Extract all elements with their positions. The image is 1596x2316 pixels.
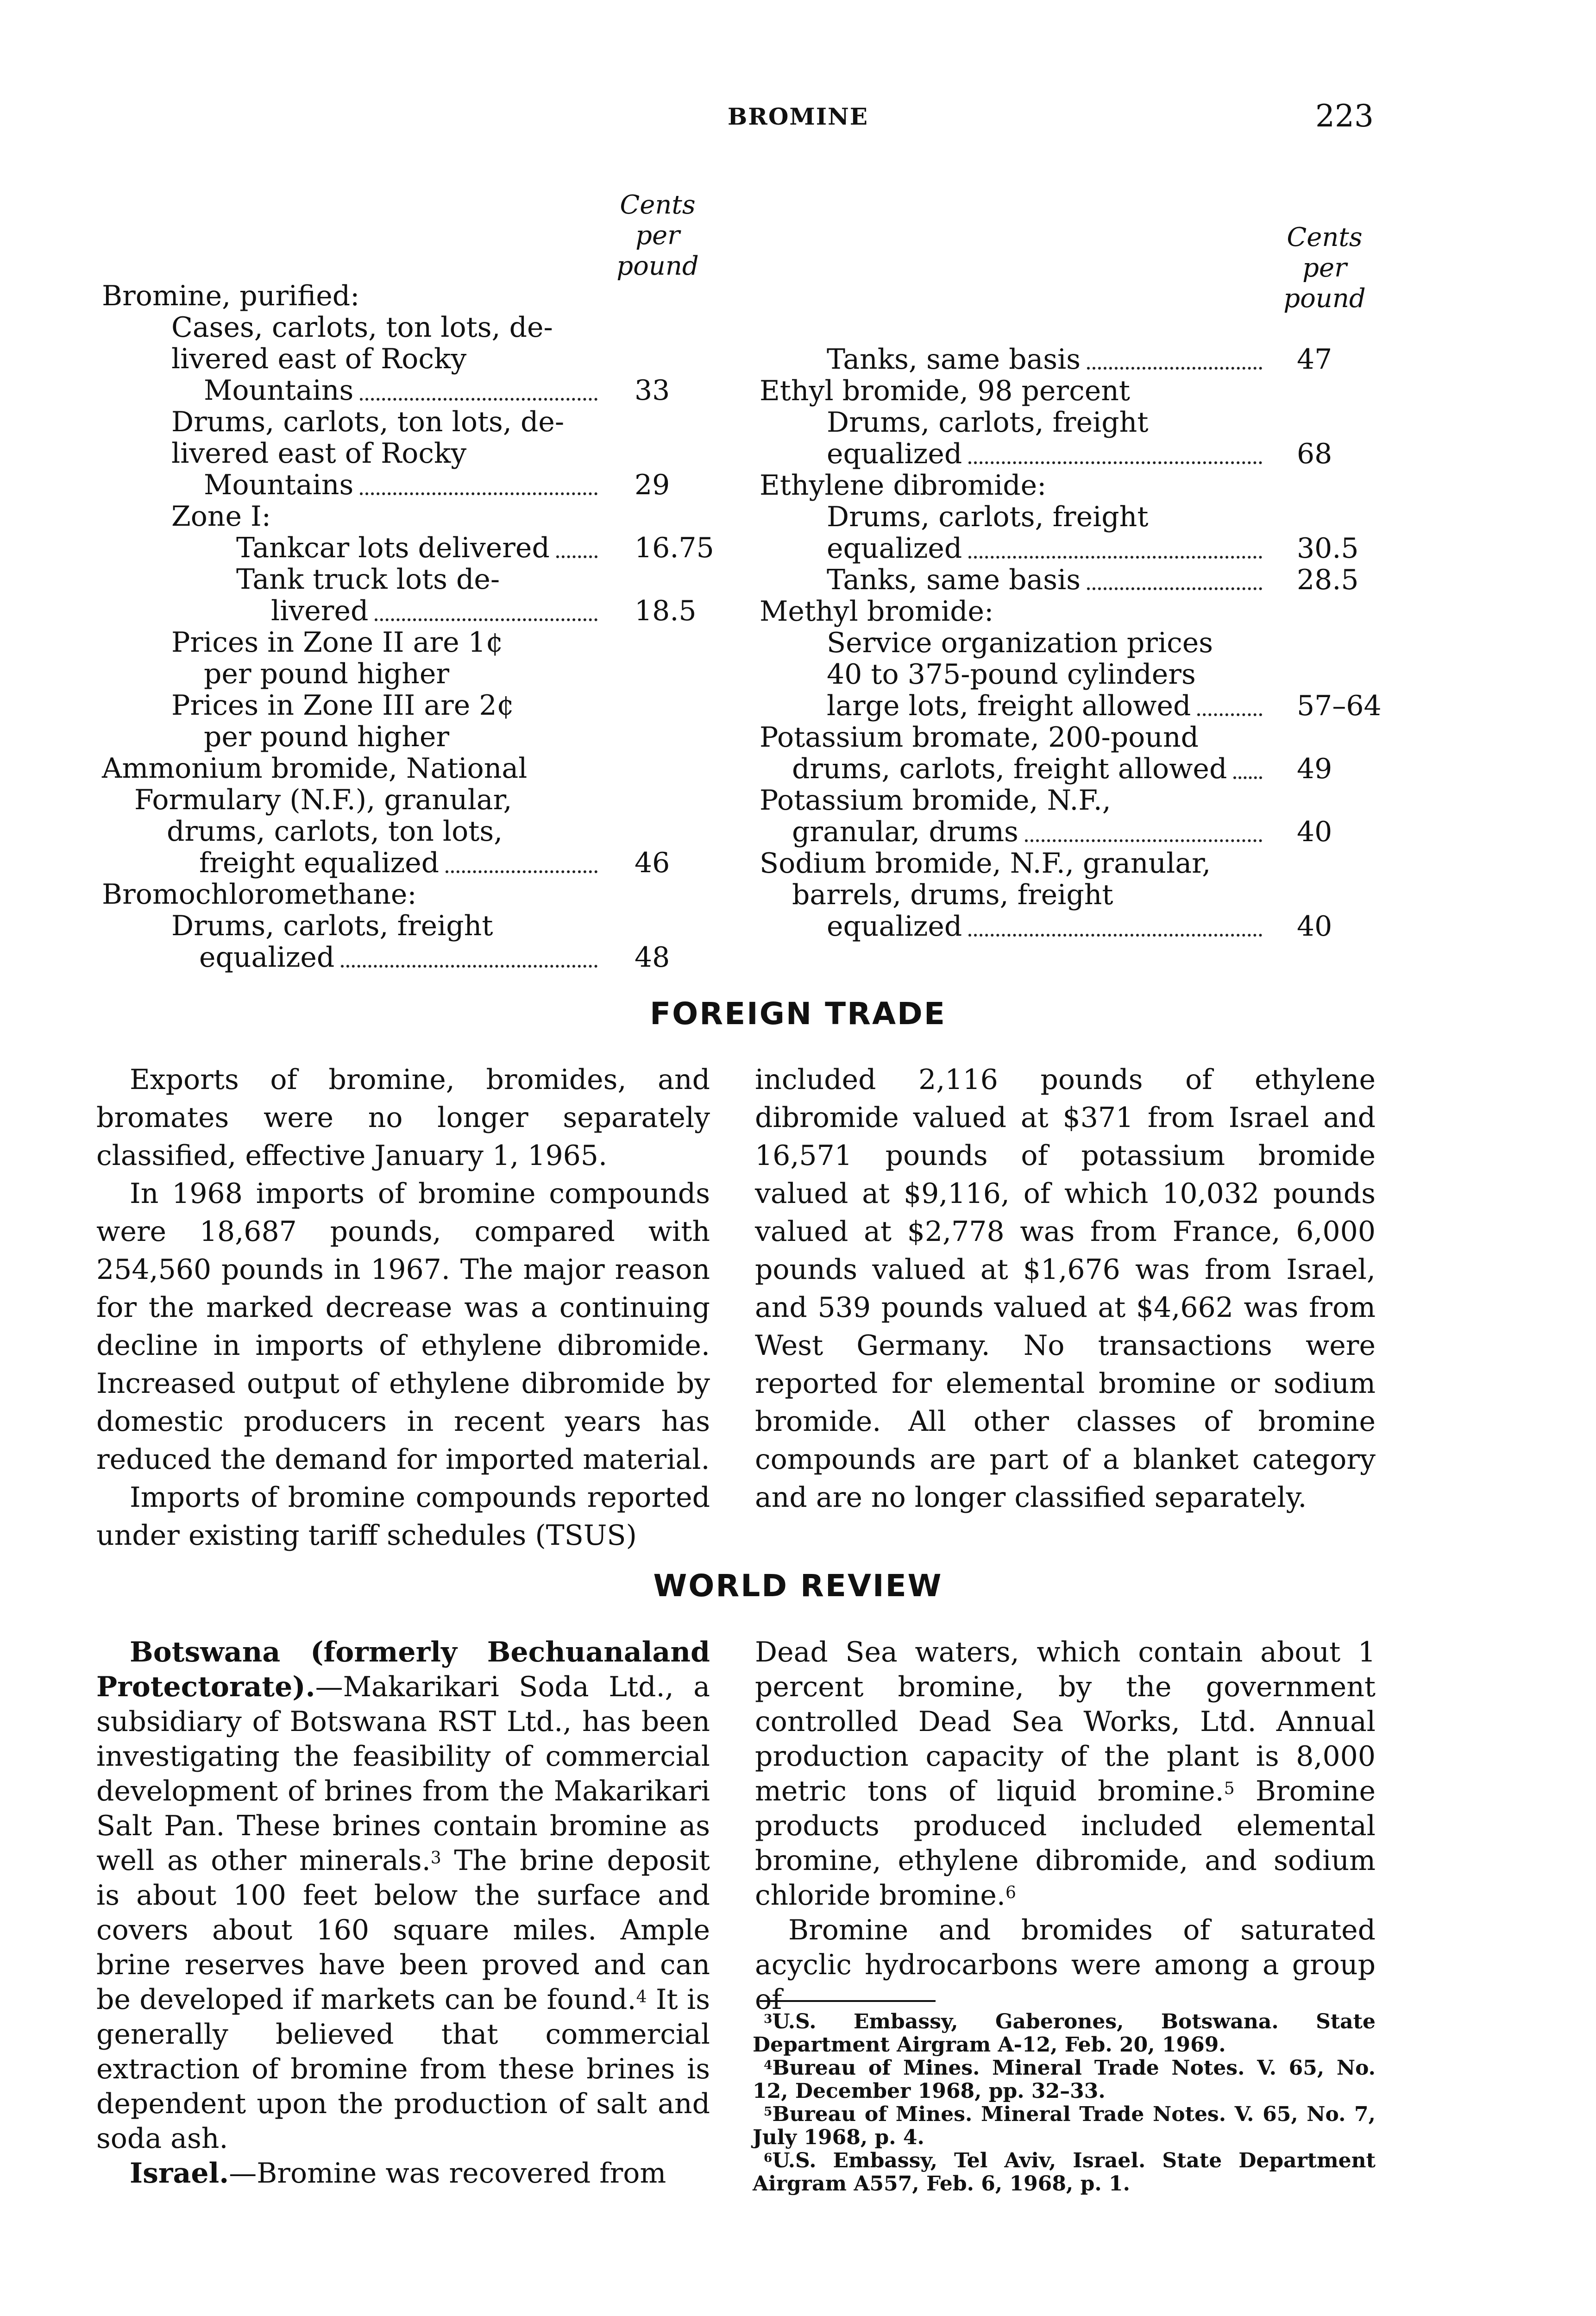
price-item-label: Drums, carlots, freight bbox=[827, 406, 1149, 439]
israel-paragraph-continued: Dead Sea waters, which contain about 1 percent bromine, by the government controlled Dead Sea Works, Ltd. Annual production capacity of the plant is 8,000 metric tons of liquid bromine.$^5$ Bromine products produced included elemental bromine, ethylene dibromide, and sodium chloride bromine.$^6$ bbox=[755, 1636, 1376, 1912]
dot-leader bbox=[341, 965, 597, 968]
price-value: 57–64 bbox=[1297, 690, 1382, 722]
price-item-label: Ethylene dibromide: bbox=[760, 469, 1047, 502]
price-item-label: Cases, carlots, ton lots, de- bbox=[171, 311, 553, 344]
footnotes bbox=[753, 2010, 1376, 2196]
price-item-label: per pound higher bbox=[204, 721, 450, 753]
left-price-row bbox=[102, 753, 718, 784]
footnote-ref[interactable]: 4 bbox=[636, 1988, 647, 2007]
price-item-label: Bromochloromethane: bbox=[102, 878, 417, 911]
price-value: 68 bbox=[1297, 438, 1332, 470]
right-price-row bbox=[760, 722, 1389, 753]
left-price-row bbox=[102, 847, 718, 879]
price-item-label: drums, carlots, freight allowed bbox=[792, 753, 1227, 785]
right-price-row bbox=[760, 879, 1389, 911]
left-price-row bbox=[102, 532, 718, 564]
footnote-ref[interactable]: 3 bbox=[430, 1849, 441, 1868]
price-item-label: freight equalized bbox=[199, 847, 440, 879]
price-item-label: Drums, carlots, freight bbox=[827, 501, 1149, 533]
section-title-world-review: WORLD REVIEW bbox=[653, 1568, 943, 1604]
price-item-label: livered east of Rocky bbox=[171, 343, 467, 375]
left-price-row bbox=[102, 280, 718, 312]
dot-leader bbox=[968, 934, 1262, 937]
price-value: 46 bbox=[635, 847, 670, 879]
price-item-label: equalized bbox=[827, 910, 962, 943]
left-price-row bbox=[102, 501, 718, 532]
right-price-row bbox=[760, 470, 1389, 501]
price-item-label: equalized bbox=[827, 438, 962, 470]
price-item-label: drums, carlots, ton lots, bbox=[167, 815, 503, 848]
price-item-label: large lots, freight allowed bbox=[827, 690, 1191, 722]
price-item-label: Bromine, purified: bbox=[102, 280, 360, 312]
footnote-rule bbox=[760, 2000, 936, 2002]
right-price-row bbox=[760, 848, 1389, 879]
right-price-row bbox=[760, 753, 1389, 785]
left-price-row bbox=[102, 312, 718, 343]
price-value: 47 bbox=[1297, 343, 1332, 376]
right-price-row bbox=[760, 564, 1389, 596]
price-item-label: Tank truck lots de- bbox=[236, 563, 500, 596]
footnote: $^6$U.S. Embassy, Tel Aviv, Israel. State Department Airgram A557, Feb. 6, 1968, p. 1. bbox=[753, 2149, 1376, 2196]
footnote: $^5$Bureau of Mines. Mineral Trade Notes. V. 65, No. 7, July 1968, p. 4. bbox=[753, 2102, 1376, 2149]
price-item-label: Ammonium bromide, National bbox=[102, 752, 528, 785]
botswana-paragraph: Botswana (formerly Bechuanaland Protectorate).—Makarikari Soda Ltd., a subsidiary of Botswana RST Ltd., has been investigating the feasibility of commercial development of brines from the Makarikari Salt Pan. These brines contain bromine as well as other minerals.$^3$ The brine deposit is about 100 feet below the surface and covers about 160 square miles. Ample brine reserves have been proved and can be developed if markets can be found.$^4$ It is generally believed that commercial extraction of bromine from these brines is dependent upon the production of salt and soda ash. bbox=[96, 1636, 710, 2155]
right-price-row bbox=[760, 659, 1389, 690]
unit-header-left: Cents per pound bbox=[616, 190, 699, 281]
paragraph: included 2,116 pounds of ethylene dibromide valued at $371 from Israel and 16,571 pounds of potassium bromide valued at $9,116, of which 10,032 pounds valued at $2,778 was from France, 6,000 pounds valued at $1,676 was from Israel, and 539 pounds valued at $4,662 was from West Germany. No transactions were reported for elemental bromine or sodium bromide. All other classes of bromine compounds are part of a blanket category and are no longer classified separately. bbox=[755, 1064, 1376, 1514]
right-price-row bbox=[760, 407, 1389, 438]
price-rows-left bbox=[102, 280, 718, 973]
world-review-left-column bbox=[96, 1635, 710, 2191]
price-item-label: livered bbox=[271, 595, 369, 627]
price-value: 40 bbox=[1297, 816, 1332, 848]
dot-leader bbox=[1197, 713, 1262, 716]
right-price-row bbox=[760, 816, 1389, 848]
left-price-row bbox=[102, 910, 718, 942]
botswana-heading: Botswana (formerly Bechuanaland Protectorate). bbox=[96, 1636, 710, 1703]
right-price-row bbox=[760, 344, 1389, 375]
section-title-foreign-trade: FOREIGN TRADE bbox=[650, 996, 946, 1032]
right-price-row bbox=[760, 533, 1389, 564]
price-item-label: equalized bbox=[827, 532, 962, 565]
price-value: 30.5 bbox=[1297, 532, 1359, 565]
right-price-row bbox=[760, 690, 1389, 722]
right-price-row bbox=[760, 911, 1389, 942]
right-price-row bbox=[760, 596, 1389, 627]
dot-leader bbox=[1087, 587, 1262, 590]
price-item-label: barrels, drums, freight bbox=[792, 879, 1113, 911]
price-value: 16.75 bbox=[635, 532, 714, 564]
price-value: 28.5 bbox=[1297, 564, 1359, 596]
price-item-label: Zone I: bbox=[171, 500, 271, 533]
dot-leader bbox=[360, 398, 597, 401]
hydrocarbons-paragraph: Bromine and bromides of saturated acyclic hydrocarbons were among a group of bbox=[755, 1914, 1376, 2016]
left-price-row bbox=[102, 469, 718, 501]
israel-heading: Israel. bbox=[130, 2157, 229, 2190]
right-price-row bbox=[760, 501, 1389, 533]
price-item-label: Tankcar lots delivered bbox=[236, 532, 550, 564]
price-item-label: Mountains bbox=[204, 374, 354, 407]
right-price-row bbox=[760, 627, 1389, 659]
left-price-row bbox=[102, 343, 718, 375]
left-price-row bbox=[102, 627, 718, 658]
footnote-ref[interactable]: 6 bbox=[1005, 1883, 1016, 1902]
price-item-label: livered east of Rocky bbox=[171, 437, 467, 470]
page-number: 223 bbox=[1315, 98, 1374, 134]
price-item-label: Potassium bromide, N.F., bbox=[760, 784, 1111, 817]
left-price-row bbox=[102, 816, 718, 847]
price-item-label: granular, drums bbox=[792, 816, 1018, 848]
left-price-row bbox=[102, 564, 718, 595]
unit-header-right: Cents per pound bbox=[1283, 222, 1366, 314]
paragraph: Exports of bromine, bromides, and bromates were no longer separately classified, effective January 1, 1965. bbox=[96, 1064, 710, 1172]
price-item-label: Formulary (N.F.), granular, bbox=[134, 784, 512, 816]
price-item-label: Service organization prices bbox=[827, 627, 1213, 659]
dot-leader bbox=[375, 618, 597, 621]
dot-leader bbox=[1025, 839, 1262, 842]
price-item-label: Mountains bbox=[204, 469, 354, 501]
price-value: 29 bbox=[635, 469, 670, 501]
left-price-row bbox=[102, 784, 718, 816]
footnote: $^4$Bureau of Mines. Mineral Trade Notes. V. 65, No. 12, December 1968, pp. 32–33. bbox=[753, 2056, 1376, 2103]
price-value: 49 bbox=[1297, 753, 1332, 785]
left-price-row bbox=[102, 406, 718, 438]
dot-leader bbox=[968, 461, 1262, 464]
dot-leader bbox=[556, 555, 597, 558]
price-item-label: Prices in Zone II are 1¢ bbox=[171, 626, 504, 659]
price-value: 48 bbox=[635, 941, 670, 974]
dot-leader bbox=[1233, 776, 1262, 779]
price-item-label: Methyl bromide: bbox=[760, 595, 994, 628]
price-item-label: 40 to 375-pound cylinders bbox=[827, 658, 1196, 691]
price-item-label: Potassium bromate, 200-pound bbox=[760, 721, 1199, 754]
price-item-label: Drums, carlots, freight bbox=[171, 910, 493, 942]
right-price-row bbox=[760, 785, 1389, 816]
paragraph: In 1968 imports of bromine compounds were 18,687 pounds, compared with 254,560 pounds in 1967. The major reason for the marked decrease was a continuing decline in imports of ethylene dibromide. Increased output of ethylene dibromide by domestic producers in recent years has reduced the demand for imported material. bbox=[96, 1177, 710, 1476]
foreign-trade-right-column bbox=[755, 1061, 1376, 1517]
footnote: $^3$U.S. Embassy, Gaberones, Botswana. State Department Airgram A-12, Feb. 20, 1969. bbox=[753, 2010, 1376, 2057]
left-price-row bbox=[102, 438, 718, 469]
price-item-label: Ethyl bromide, 98 percent bbox=[760, 375, 1130, 407]
price-value: 18.5 bbox=[635, 595, 697, 627]
dot-leader bbox=[446, 870, 597, 873]
left-price-row bbox=[102, 690, 718, 721]
price-item-label: Tanks, same basis bbox=[827, 564, 1081, 596]
left-price-row bbox=[102, 595, 718, 627]
paragraph: Imports of bromine compounds reported under existing tariff schedules (TSUS) bbox=[96, 1481, 710, 1552]
left-price-row bbox=[102, 942, 718, 973]
price-item-label: Prices in Zone III are 2¢ bbox=[171, 689, 515, 722]
price-item-label: Sodium bromide, N.F., granular, bbox=[760, 847, 1211, 880]
world-review-right-column bbox=[755, 1635, 1376, 2017]
running-title: BROMINE bbox=[728, 103, 868, 130]
dot-leader bbox=[360, 492, 597, 495]
price-rows-right bbox=[760, 344, 1389, 942]
right-price-row bbox=[760, 375, 1389, 407]
price-item-label: equalized bbox=[199, 941, 335, 974]
left-price-row bbox=[102, 721, 718, 753]
price-item-label: per pound higher bbox=[204, 658, 450, 690]
left-price-row bbox=[102, 879, 718, 910]
right-price-row bbox=[760, 438, 1389, 470]
dot-leader bbox=[968, 556, 1262, 559]
left-price-row bbox=[102, 658, 718, 690]
price-item-label: Drums, carlots, ton lots, de- bbox=[171, 406, 565, 438]
price-value: 40 bbox=[1297, 910, 1332, 943]
left-price-row bbox=[102, 375, 718, 406]
footnote-ref[interactable]: 5 bbox=[1224, 1779, 1235, 1798]
price-item-label: Tanks, same basis bbox=[827, 343, 1081, 376]
price-value: 33 bbox=[635, 374, 670, 407]
dot-leader bbox=[1087, 367, 1262, 370]
foreign-trade-left-column bbox=[96, 1061, 710, 1554]
israel-paragraph-start: Israel.—Bromine was recovered from bbox=[130, 2157, 666, 2190]
